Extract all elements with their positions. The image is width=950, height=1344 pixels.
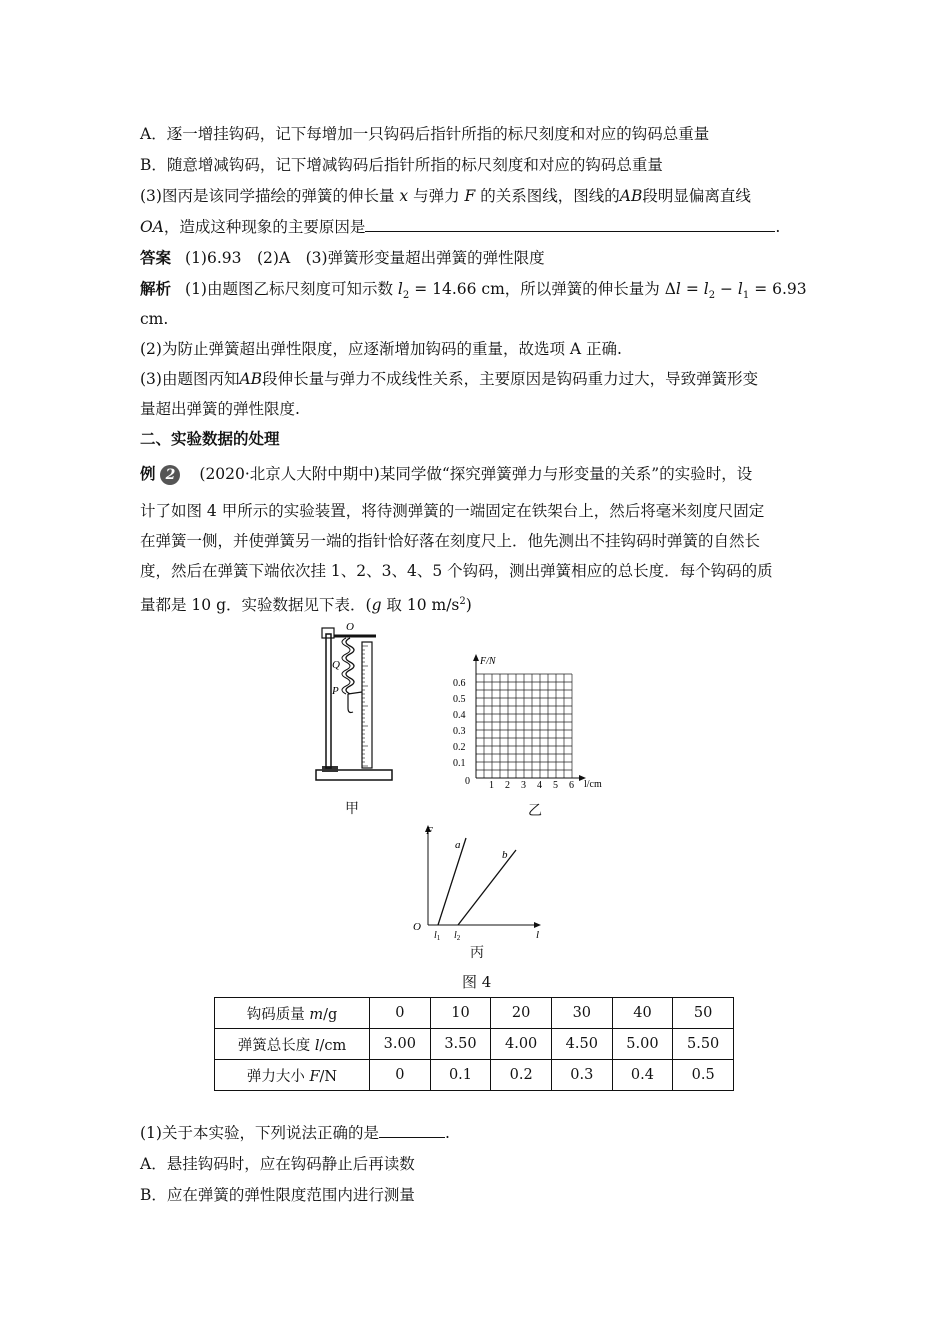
- table-cell: 0.2: [491, 1060, 552, 1091]
- grid-ytick-label: 0.6: [453, 678, 466, 689]
- figure-jia-apparatus: [310, 620, 400, 790]
- table-cell: 5.00: [612, 1029, 673, 1060]
- grid-ytick-label: 0.5: [453, 694, 466, 705]
- bing-label-o: O: [413, 921, 421, 933]
- spring: [342, 638, 354, 694]
- option-b: B．随意增减钩码，记下增减钩码后指针所指的标尺刻度和对应的钩码总重量: [140, 156, 663, 174]
- label-p: P: [332, 685, 339, 697]
- table-cell: 40: [612, 998, 673, 1029]
- table-cell: 0.5: [673, 1060, 734, 1091]
- table-cell: 0.3: [551, 1060, 612, 1091]
- bing-label-l: l: [536, 929, 540, 941]
- bing-label-f: F: [426, 825, 433, 837]
- q1-option-a: A．悬挂钩码时，应在钩码静止后再读数: [140, 1155, 415, 1173]
- caption-bing: 丙: [470, 945, 484, 961]
- figure-yi-grid: [440, 650, 620, 800]
- caption-yi: 乙: [528, 803, 542, 819]
- clamp: [322, 628, 334, 638]
- table-cell: 3.00: [370, 1029, 431, 1060]
- row-header: 弹簧总长度 l/cm: [215, 1029, 370, 1060]
- grid-xtick-label: 3: [521, 780, 526, 791]
- grid-xtick-label: 6: [569, 780, 574, 791]
- bing-label-l1: $l_1$: [434, 930, 441, 942]
- row-header: 钩码质量 m/g: [215, 998, 370, 1029]
- analysis-label: 解析: [140, 279, 172, 298]
- grid-ytick-label: 0.3: [453, 726, 466, 737]
- caption-jia: 甲: [345, 801, 359, 817]
- analysis-line-1: 解析 (1)由题图乙标尺刻度可知示数 $l_2 = 14.66$ cm，所以弹簧的伸长量为 $\Delta l = l_2 - l_1 = 6.93$: [140, 279, 807, 302]
- analysis-line-2: (2)为防止弹簧超出弹性限度，应逐渐增加钩码的重量，故选项 A 正确.: [140, 340, 622, 358]
- question-3-line-1: (3)图丙是该同学描绘的弹簧的伸长量 x 与弹力 F 的关系图线，图线的AB段明显偏离直线: [140, 187, 751, 205]
- analysis-line-3: (3)由题图丙知AB段伸长量与弹力不成线性关系，主要原因是钩码重力过大，导致弹簧形变: [140, 370, 759, 388]
- label-q: Q: [332, 659, 340, 671]
- grid-xtick-label: 4: [537, 780, 542, 791]
- answer-text: (1)6.93 (2)A (3)弹簧形变量超出弹簧的弹性限度: [185, 249, 545, 267]
- example-line-3: 在弹簧一侧，并使弹簧另一端的指针恰好落在刻度尺上．他先测出不挂钩码时弹簧的自然长: [140, 532, 761, 550]
- table-cell: 0.4: [612, 1060, 673, 1091]
- table-cell: 30: [551, 998, 612, 1029]
- table-cell: 0: [370, 998, 431, 1029]
- grid-xticks: [489, 780, 574, 791]
- answer-label: 答案: [140, 248, 172, 267]
- q1-answer-blank[interactable]: [379, 1119, 445, 1138]
- bing-x-arrow: [534, 922, 541, 928]
- example-line-4: 度，然后在弹簧下端依次挂 1、2、3、4、5 个钩码，测出弹簧相应的总长度．每个钩码的质: [140, 562, 773, 580]
- grid-xtick-label: 5: [553, 780, 558, 791]
- analysis-line-1-cont: cm.: [140, 310, 169, 328]
- table-row: [215, 998, 734, 1029]
- answer-line: [140, 243, 820, 273]
- bing-label-l2: $l_2$: [454, 930, 461, 942]
- analysis-line-3-cont: 量超出弹簧的弹性限度.: [140, 400, 300, 418]
- line-a: [438, 838, 466, 925]
- figure-bing-lines: [408, 820, 548, 945]
- example-line-5: 量都是 10 g．实验数据见下表．(g 取 10 $m/s^2$): [140, 596, 472, 615]
- bing-label-b: b: [502, 849, 508, 861]
- example-line-1: 例 2 (2020·北京人大附中期中)某同学做“探究弹簧弹力与形变量的关系”的实验时，设: [140, 464, 753, 483]
- grid-ytick-label: 0.2: [453, 742, 466, 753]
- grid-xtick-label: 2: [505, 780, 510, 791]
- ruler-ticks: [362, 646, 368, 766]
- example-label: 例: [140, 464, 156, 483]
- label-o: O: [346, 621, 354, 633]
- grid-lines: [476, 674, 572, 778]
- table-cell: 4.00: [491, 1029, 552, 1060]
- pointer: [348, 692, 362, 694]
- line-b: [458, 850, 516, 925]
- table-row: [215, 1029, 734, 1060]
- grid-ylabel: F/N: [480, 656, 496, 667]
- question-1-line: (1)关于本实验，下列说法正确的是 .: [140, 1118, 820, 1148]
- option-a: A．逐一增挂钩码，记下每增加一只钩码后指针所指的标尺刻度和对应的钩码总重量: [140, 125, 710, 143]
- table-row: [215, 1060, 734, 1091]
- grid-xlabel: l/cm: [584, 779, 602, 790]
- answer-blank[interactable]: [365, 213, 775, 232]
- grid-xtick-label: 1: [489, 780, 494, 791]
- table-cell: 0: [370, 1060, 431, 1091]
- hook: [348, 694, 353, 713]
- example-number-badge: 2: [160, 465, 180, 485]
- table-cell: 50: [673, 998, 734, 1029]
- stand-foot: [322, 766, 338, 772]
- section-heading: 二、实验数据的处理: [140, 429, 280, 448]
- ruler: [362, 642, 372, 768]
- data-table: [214, 997, 734, 1091]
- table-cell: 0.1: [430, 1060, 491, 1091]
- grid-ytick-label: 0.1: [453, 758, 466, 769]
- bing-label-a: a: [455, 839, 461, 851]
- table-cell: 3.50: [430, 1029, 491, 1060]
- grid-ytick-label: 0.4: [453, 710, 466, 721]
- grid-yticks: [453, 678, 466, 769]
- row-header: 弹力大小 F/N: [215, 1060, 370, 1091]
- q1-option-b: B．应在弹簧的弹性限度范围内进行测量: [140, 1186, 415, 1204]
- table-cell: 20: [491, 998, 552, 1029]
- stand-rod: [326, 634, 331, 768]
- grid-origin: 0: [465, 776, 470, 787]
- example-line-2: 计了如图 4 甲所示的实验装置，将待测弹簧的一端固定在铁架台上，然后将毫米刻度尺固定: [140, 502, 765, 520]
- y-axis-arrow: [473, 654, 479, 661]
- question-3-line-2: OA，造成这种现象的主要原因是 .: [140, 212, 820, 242]
- table-cell: 4.50: [551, 1029, 612, 1060]
- figure-caption: 图 4: [462, 973, 492, 991]
- table-cell: 5.50: [673, 1029, 734, 1060]
- table-cell: 10: [430, 998, 491, 1029]
